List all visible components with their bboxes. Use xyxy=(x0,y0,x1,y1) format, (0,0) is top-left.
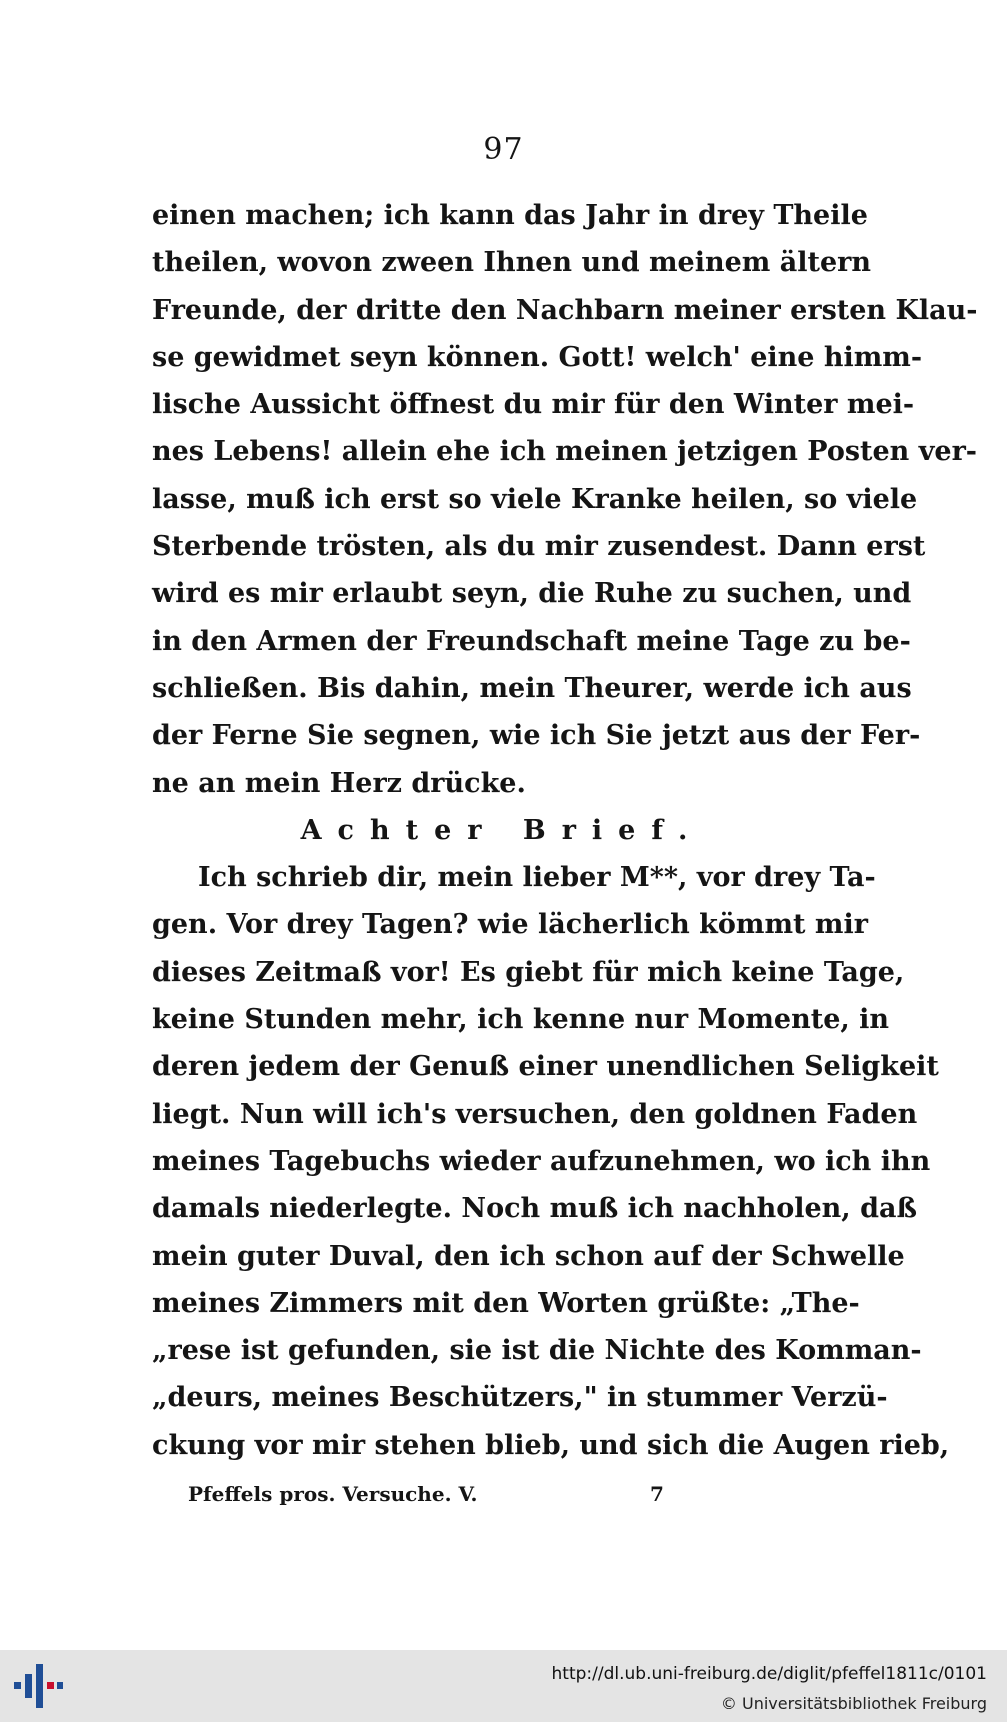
page-number: 97 xyxy=(483,132,524,167)
signature-line: Pfeffels pros. Versuche. V. xyxy=(188,1482,478,1506)
text-line: mein guter Duval, den ich schon auf der Schwelle xyxy=(152,1240,905,1272)
text-line: schließen. Bis dahin, mein Theurer, werde ich aus xyxy=(152,672,912,704)
text-line: Sterbende trösten, als du mir zusendest. Dann erst xyxy=(152,531,926,563)
sheet-mark: 7 xyxy=(650,1482,664,1506)
text-line: meines Zimmers mit den Worten grüßte: „The- xyxy=(152,1287,860,1319)
text-line: Freunde, der dritte den Nachbarn meiner ersten Klau- xyxy=(152,294,978,326)
letter-heading: Achter Brief. xyxy=(300,814,704,846)
text-line: lische Aussicht öffnest du mir für den Winter mei- xyxy=(152,389,915,421)
text-line: damals niederlegte. Noch muß ich nachholen, daß xyxy=(152,1193,917,1225)
text-line: nes Lebens! allein ehe ich meinen jetzigen Posten ver- xyxy=(152,436,978,468)
text-line: „rese ist gefunden, sie ist die Nichte des Komman- xyxy=(152,1335,922,1367)
source-url-link[interactable]: http://dl.ub.uni-freiburg.de/diglit/pfeffel1811c/0101 xyxy=(551,1664,987,1684)
text-line: wird es mir erlaubt seyn, die Ruhe zu suchen, und xyxy=(152,578,912,610)
text-line: theilen, wovon zween Ihnen und meinem ältern xyxy=(152,247,872,279)
body-text xyxy=(152,192,978,1469)
text-line: Ich schrieb dir, mein lieber M**, vor drey Ta- xyxy=(198,862,876,894)
text-line: liegt. Nun will ich's versuchen, den goldnen Faden xyxy=(152,1098,918,1130)
text-line: ne an mein Herz drücke. xyxy=(152,767,526,799)
text-line: in den Armen der Freundschaft meine Tage zu be- xyxy=(152,625,911,657)
text-line: „deurs, meines Beschützers," in stummer Verzü- xyxy=(152,1382,888,1414)
text-line: keine Stunden mehr, ich kenne nur Momente, in xyxy=(152,1004,890,1036)
text-line: gen. Vor drey Tagen? wie lächerlich kömmt mir xyxy=(152,909,868,941)
copyright-text: © Universitätsbibliothek Freiburg xyxy=(720,1694,987,1713)
text-line: lasse, muß ich erst so viele Kranke heilen, so viele xyxy=(152,483,918,515)
text-line: dieses Zeitmaß vor! Es giebt für mich keine Tage, xyxy=(152,956,905,988)
text-line: meines Tagebuchs wieder aufzunehmen, wo ich ihn xyxy=(152,1145,931,1177)
text-line: einen machen; ich kann das Jahr in drey Theile xyxy=(152,200,868,231)
viewer-footer-bar xyxy=(0,1650,1007,1722)
text-line: deren jedem der Genuß einer unendlichen Seligkeit xyxy=(152,1051,939,1083)
text-line: se gewidmet seyn können. Gott! welch' eine himm- xyxy=(152,341,923,373)
text-line: ckung vor mir stehen blieb, und sich die Augen rieb, xyxy=(152,1429,950,1461)
text-line: der Ferne Sie segnen, wie ich Sie jetzt aus der Fer- xyxy=(152,720,921,752)
library-logo-icon xyxy=(12,1660,64,1712)
